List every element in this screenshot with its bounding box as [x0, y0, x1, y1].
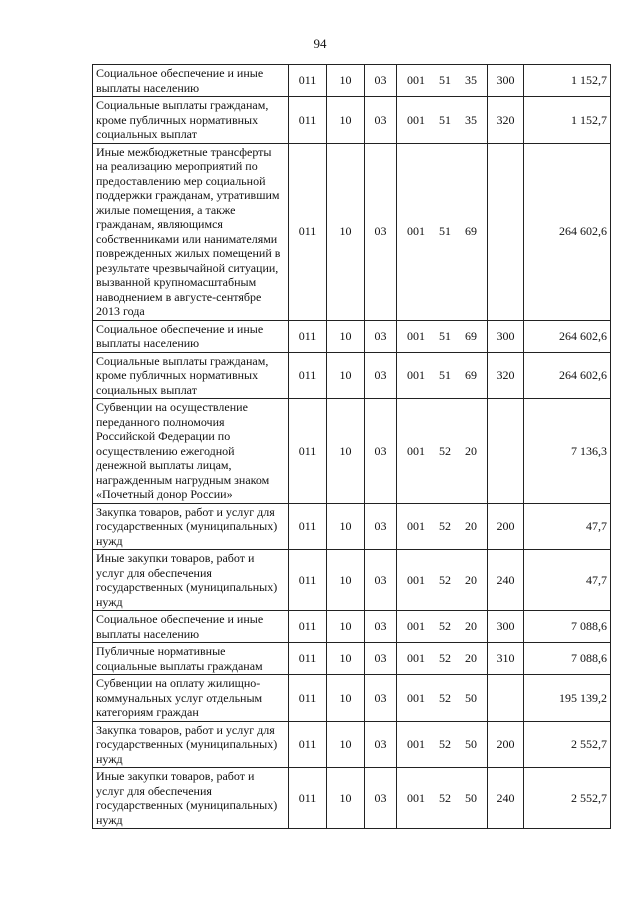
table-row: [93, 503, 611, 550]
table-row: [93, 550, 611, 611]
expense-type-code: 300: [488, 65, 524, 97]
target-article-part: 001: [407, 224, 425, 239]
target-article-code: [397, 643, 488, 675]
target-article-part: 001: [407, 519, 425, 533]
ministry-code: 011: [289, 768, 327, 829]
section-code: 10: [327, 643, 365, 675]
ministry-code: 011: [289, 352, 327, 399]
ministry-code: 011: [289, 399, 327, 504]
amount: 1 152,7: [524, 65, 611, 97]
subsection-code: 03: [365, 352, 397, 399]
target-article-part: 35: [465, 112, 477, 127]
target-article-code: [397, 143, 488, 320]
target-article-parts: [400, 329, 484, 344]
table-body: [93, 65, 611, 829]
budget-table: [92, 64, 611, 829]
target-article-part: 51: [439, 73, 451, 88]
target-article-part: 20: [465, 519, 477, 533]
ministry-code: 011: [289, 675, 327, 722]
target-article-parts: [400, 224, 484, 239]
target-article-part: 52: [439, 443, 451, 458]
expense-name: Социальные выплаты гражданам, кроме публичных нормативных социальных выплат: [93, 97, 289, 144]
subsection-code: 03: [365, 320, 397, 352]
target-article-code: [397, 399, 488, 504]
target-article-part: 51: [439, 328, 451, 343]
subsection-code: 03: [365, 675, 397, 722]
expense-name: Социальные выплаты гражданам, кроме публичных нормативных социальных выплат: [93, 352, 289, 399]
amount: 7 136,3: [524, 399, 611, 504]
expense-name: Иные межбюджетные трансферты на реализацию мероприятий по предоставлению мер социальной поддержки гражданам, утратившим жилые помещения, а также гражданам, являющимся собственниками или нанимателями поврежденных жилых помещений в результате чрезвычайной ситуации, вызванной крупномасштабным наводнением в августе-сентябре 2013 года: [93, 143, 289, 320]
target-article-part: 52: [439, 737, 451, 751]
expense-name: Социальное обеспечение и иные выплаты населению: [93, 611, 289, 643]
target-article-parts: [400, 791, 484, 806]
target-article-part: 52: [439, 619, 451, 634]
target-article-part: 001: [407, 328, 425, 343]
target-article-part: 001: [407, 619, 425, 634]
subsection-code: 03: [365, 399, 397, 504]
target-article-part: 50: [465, 690, 477, 705]
expense-type-code: 200: [488, 721, 524, 768]
target-article-part: 69: [465, 224, 477, 239]
target-article-part: 20: [465, 619, 477, 634]
expense-name: Субвенции на оплату жилищно-коммунальных услуг отдельным категориям граждан: [93, 675, 289, 722]
ministry-code: 011: [289, 97, 327, 144]
ministry-code: 011: [289, 643, 327, 675]
subsection-code: 03: [365, 643, 397, 675]
target-article-code: [397, 768, 488, 829]
table-row: [93, 611, 611, 643]
page-number: 94: [313, 36, 327, 51]
amount: 1 152,7: [524, 97, 611, 144]
table-row: [93, 643, 611, 675]
target-article-parts: [400, 113, 484, 128]
amount: 7 088,6: [524, 643, 611, 675]
target-article-part: 50: [465, 790, 477, 805]
target-article-part: 52: [439, 690, 451, 705]
expense-name: Субвенции на осуществление переданного полномочия Российской Федерации по осуществлению ежегодной денежной выплаты лицам, награжденным нагрудным знаком «Почетный донор России»: [93, 399, 289, 504]
target-article-part: 52: [439, 790, 451, 805]
table-row: [93, 675, 611, 722]
section-code: 10: [327, 97, 365, 144]
section-code: 10: [327, 611, 365, 643]
target-article-part: 20: [465, 651, 477, 666]
expense-type-code: 300: [488, 611, 524, 643]
target-article-part: 20: [465, 443, 477, 458]
target-article-code: [397, 352, 488, 399]
expense-type-code: 240: [488, 768, 524, 829]
target-article-part: 52: [439, 572, 451, 587]
target-article-code: [397, 675, 488, 722]
target-article-code: [397, 721, 488, 768]
expense-type-code: 300: [488, 320, 524, 352]
ministry-code: 011: [289, 65, 327, 97]
target-article-parts: [400, 619, 484, 634]
ministry-code: 011: [289, 550, 327, 611]
target-article-parts: [400, 368, 484, 383]
target-article-code: [397, 65, 488, 97]
target-article-parts: [400, 519, 484, 534]
target-article-parts: [400, 651, 484, 666]
expense-name: Закупка товаров, работ и услуг для государственных (муниципальных) нужд: [93, 721, 289, 768]
table-row: [93, 143, 611, 320]
section-code: 10: [327, 768, 365, 829]
section-code: 10: [327, 503, 365, 550]
target-article-part: 52: [439, 519, 451, 533]
target-article-part: 001: [407, 73, 425, 88]
expense-type-code: [488, 675, 524, 722]
target-article-part: 51: [439, 112, 451, 127]
target-article-part: 20: [465, 572, 477, 587]
expense-type-code: 310: [488, 643, 524, 675]
expense-type-code: [488, 399, 524, 504]
expense-name: Иные закупки товаров, работ и услуг для обеспечения государственных (муниципальных) нужд: [93, 768, 289, 829]
table-row: [93, 320, 611, 352]
table-row: [93, 97, 611, 144]
target-article-part: 001: [407, 443, 425, 458]
ministry-code: 011: [289, 143, 327, 320]
subsection-code: 03: [365, 65, 397, 97]
subsection-code: 03: [365, 611, 397, 643]
ministry-code: 011: [289, 503, 327, 550]
section-code: 10: [327, 143, 365, 320]
amount: 264 602,6: [524, 143, 611, 320]
table-row: [93, 721, 611, 768]
expense-type-code: 320: [488, 97, 524, 144]
target-article-part: 35: [465, 73, 477, 88]
section-code: 10: [327, 550, 365, 611]
target-article-part: 001: [407, 572, 425, 587]
target-article-code: [397, 320, 488, 352]
target-article-part: 69: [465, 368, 477, 382]
expense-type-code: 200: [488, 503, 524, 550]
ministry-code: 011: [289, 721, 327, 768]
section-code: 10: [327, 320, 365, 352]
target-article-part: 001: [407, 790, 425, 805]
subsection-code: 03: [365, 721, 397, 768]
amount: 2 552,7: [524, 721, 611, 768]
target-article-parts: [400, 691, 484, 706]
amount: 47,7: [524, 550, 611, 611]
ministry-code: 011: [289, 320, 327, 352]
table-row: [93, 352, 611, 399]
section-code: 10: [327, 721, 365, 768]
table-row: [93, 399, 611, 504]
target-article-code: [397, 97, 488, 144]
section-code: 10: [327, 399, 365, 504]
amount: 264 602,6: [524, 320, 611, 352]
amount: 195 139,2: [524, 675, 611, 722]
ministry-code: 011: [289, 611, 327, 643]
expense-name: Публичные нормативные социальные выплаты гражданам: [93, 643, 289, 675]
expense-type-code: [488, 143, 524, 320]
target-article-parts: [400, 444, 484, 459]
table-row: [93, 768, 611, 829]
expense-name: Социальное обеспечение и иные выплаты населению: [93, 320, 289, 352]
target-article-part: 50: [465, 737, 477, 751]
target-article-code: [397, 503, 488, 550]
target-article-part: 51: [439, 368, 451, 382]
subsection-code: 03: [365, 768, 397, 829]
section-code: 10: [327, 65, 365, 97]
target-article-part: 001: [407, 690, 425, 705]
section-code: 10: [327, 675, 365, 722]
target-article-part: 001: [407, 651, 425, 666]
amount: 264 602,6: [524, 352, 611, 399]
expense-name: Иные закупки товаров, работ и услуг для обеспечения государственных (муниципальных) нужд: [93, 550, 289, 611]
target-article-parts: [400, 73, 484, 88]
expense-name: Закупка товаров, работ и услуг для государственных (муниципальных) нужд: [93, 503, 289, 550]
target-article-code: [397, 611, 488, 643]
amount: 7 088,6: [524, 611, 611, 643]
table-row: [93, 65, 611, 97]
target-article-part: 52: [439, 651, 451, 666]
amount: 2 552,7: [524, 768, 611, 829]
subsection-code: 03: [365, 550, 397, 611]
target-article-part: 001: [407, 737, 425, 751]
target-article-part: 001: [407, 368, 425, 382]
target-article-part: 51: [439, 224, 451, 239]
subsection-code: 03: [365, 503, 397, 550]
section-code: 10: [327, 352, 365, 399]
target-article-part: 001: [407, 112, 425, 127]
target-article-part: 69: [465, 328, 477, 343]
amount: 47,7: [524, 503, 611, 550]
expense-name: Социальное обеспечение и иные выплаты населению: [93, 65, 289, 97]
subsection-code: 03: [365, 97, 397, 144]
expense-type-code: 240: [488, 550, 524, 611]
expense-type-code: 320: [488, 352, 524, 399]
target-article-code: [397, 550, 488, 611]
target-article-parts: [400, 737, 484, 752]
subsection-code: 03: [365, 143, 397, 320]
target-article-parts: [400, 573, 484, 588]
